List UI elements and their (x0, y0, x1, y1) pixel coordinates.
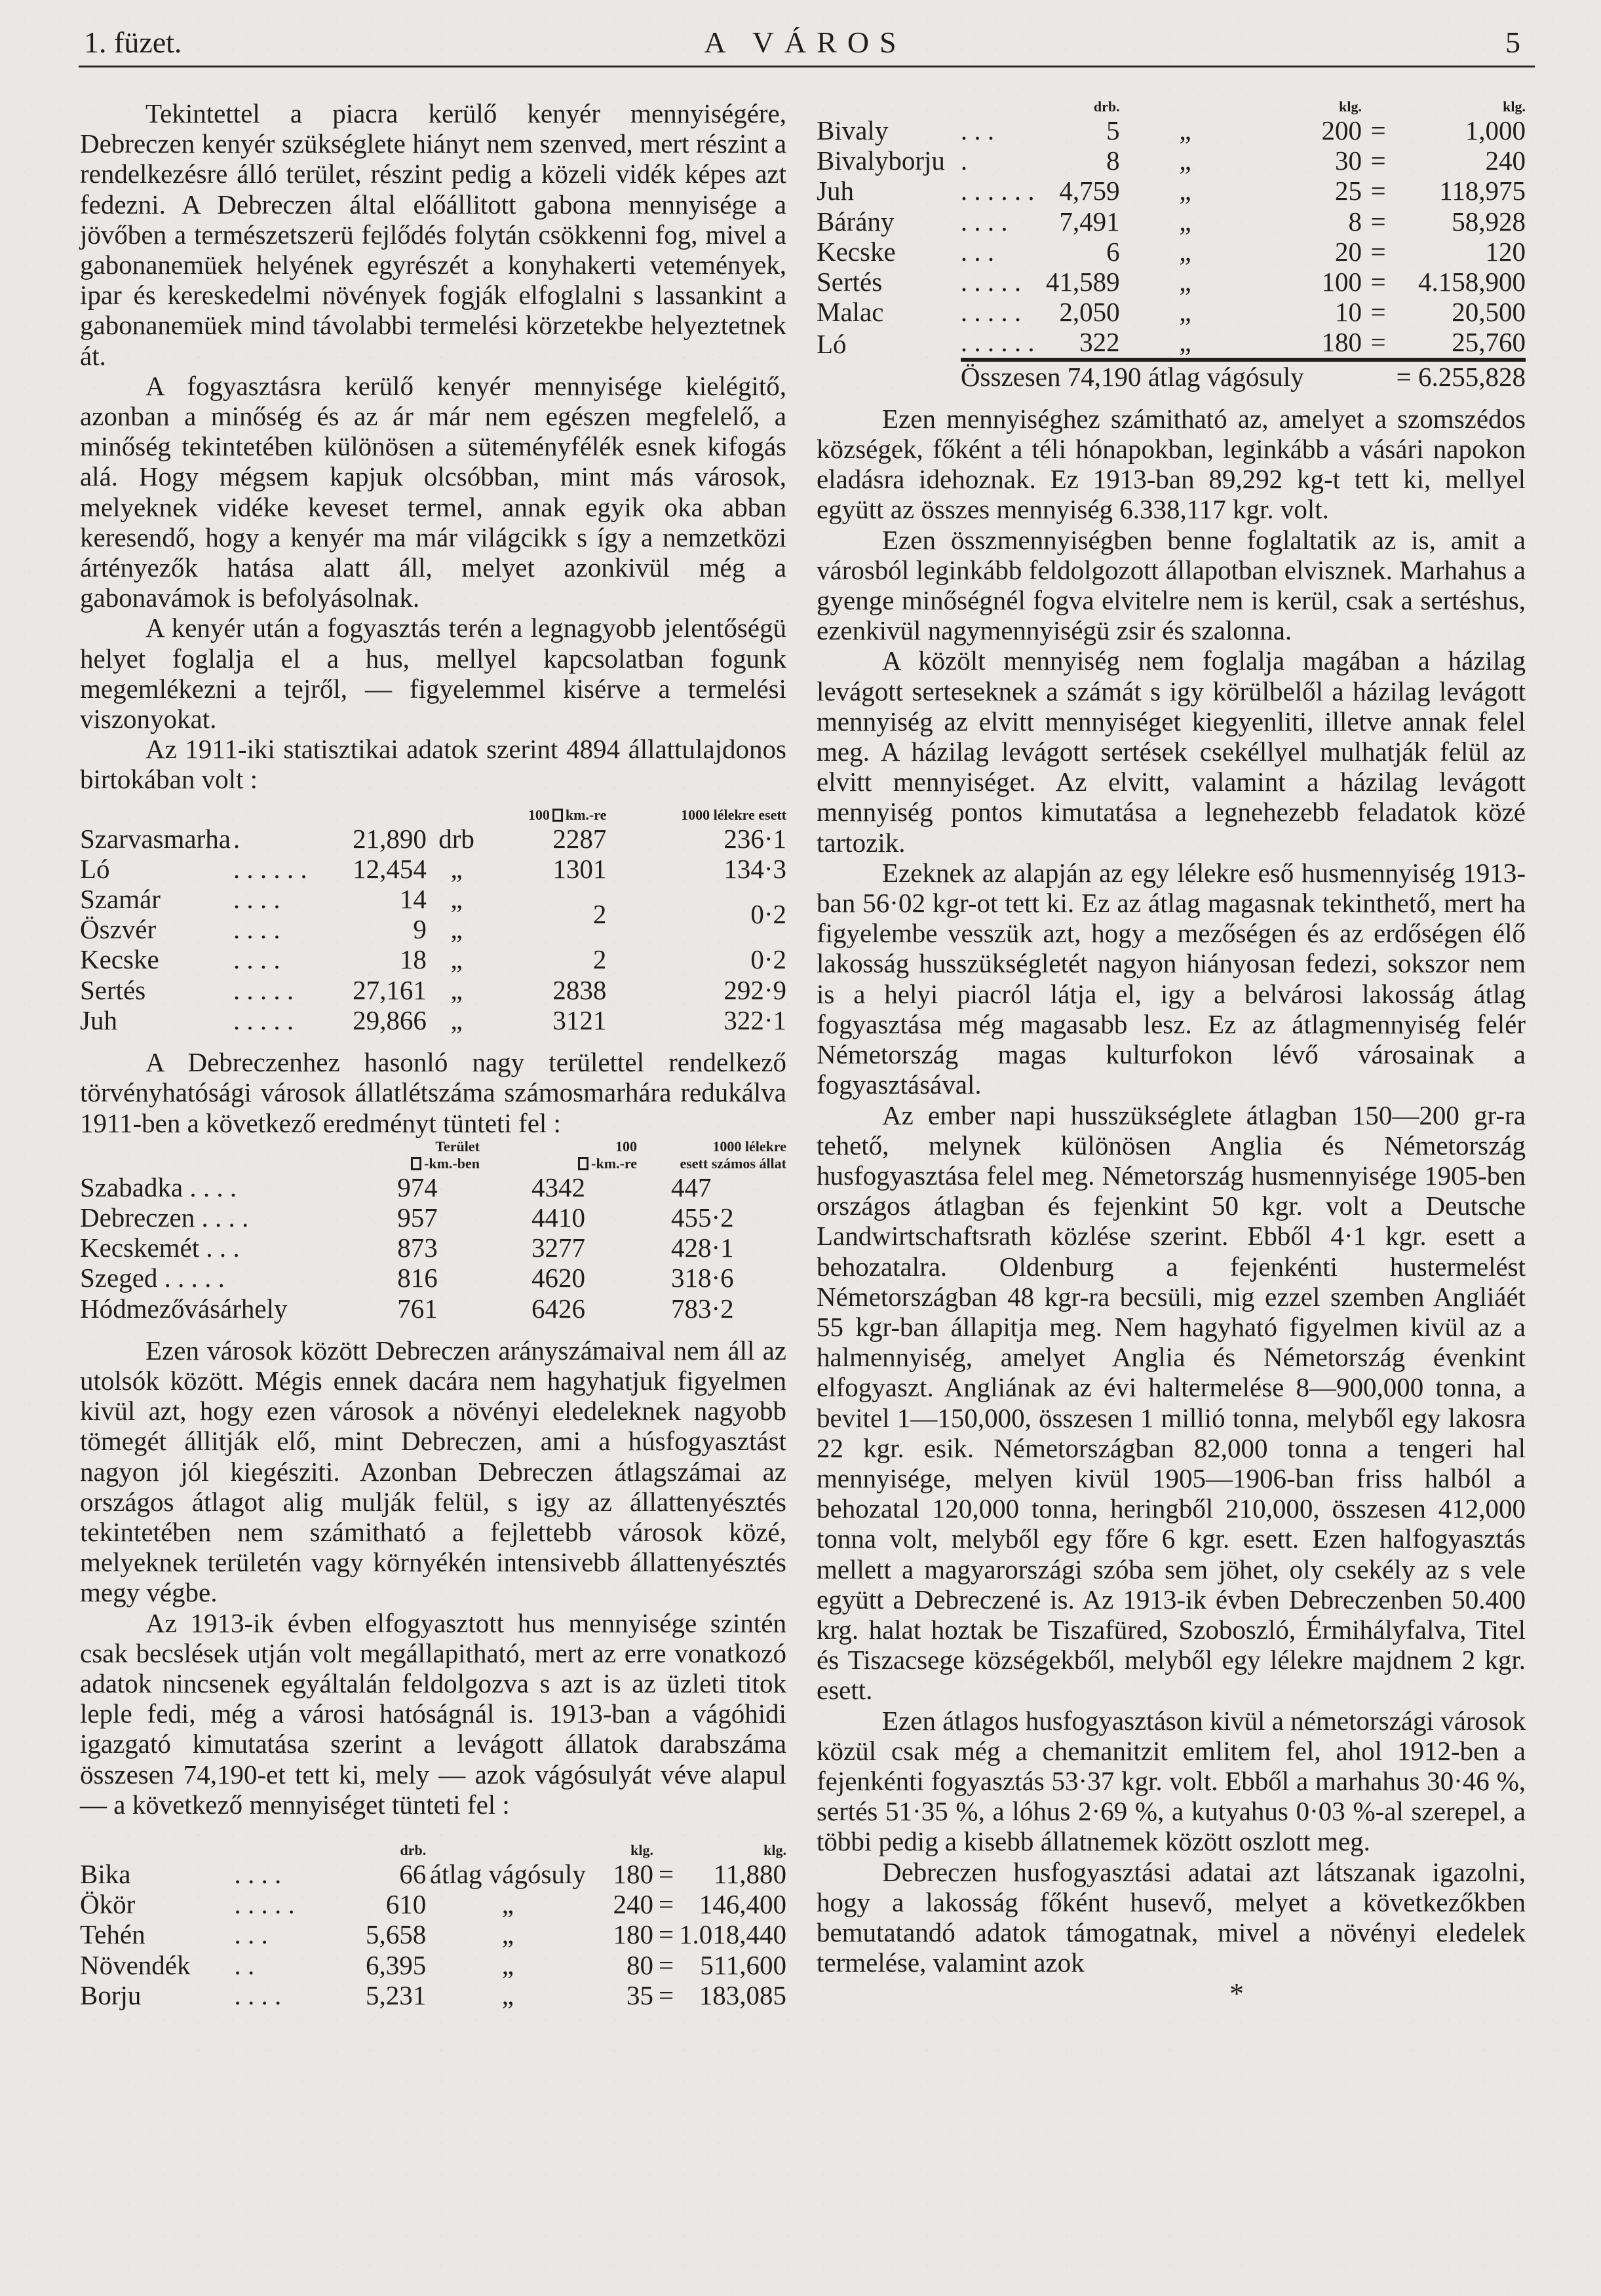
table-row: Juh . . . . . . 4,759 „ 25 = 118,975 (817, 176, 1526, 206)
table-row: Szeged . . . . . 816 4620 318·6 (80, 1263, 734, 1293)
table-header-row: -km.-ben -km.-re esett számos állat (80, 1155, 786, 1172)
table-row: Növendék . . 6,395 „ 80 = 511,600 (80, 1949, 786, 1980)
asterisk-icon: * (1229, 1978, 1244, 2010)
table-header-row: drb. klg. klg. (400, 1841, 786, 1858)
paragraph: Ezeknek az alapján az egy lélekre eső husmennyiség 1913-ban 56·02 kgr-ot tett ki. Ez az átlag magasnak tekinthető, mert ha figyelembe vesszük azt, hogy a mezőségen és az erdőségen élő lakosság husszükségletét nagyon hiányosan fedezi, sokszor nem is a helyi piacról látja el, igy a belvárosi lakosság átlag fogyasztása még magasabb lesz. Ez az átlagmennyiség felér Németország magas kulturfokon lévő városainak a fogyasztásával. (817, 857, 1526, 1100)
table-row: Kecskemét . . . 873 3277 428·1 (80, 1233, 734, 1263)
paragraph: A közölt mennyiség nem foglalja magában a házilag levágott serteseknek a számát s igy körülbelől a házilag levágott mennyiség az elvitt mennyiséget kiegyenliti, illetve annak felel meg. A házilag levágott sertések csekéllyel mulhatják felül az elvitt mennyiséget. Az elvitt, valamint a házilag levágott mennyiség pontos kimutatása a legnehezebb feladatok közé tartozik. (817, 645, 1526, 858)
table-row: Kecske . . . 6 „ 20 = 120 (817, 236, 1526, 267)
table-header-row: drb. klg. klg. (1093, 98, 1526, 115)
paragraph: Tekintettel a piacra kerülő kenyér mennyiségére, Debreczen kenyér szükséglete hiányt nem szenved, mert részint a rendelkezésre álló terület, részint pedig a közeli vidék képes azt fedezni. A Debreczen által előállitott gabona mennyisége a jövőben a természetszerü fejlődés folytán csökkenni fog, mivel a gabonanemüek helyének egyrészét a konyhakerti vetemények, ipar és kereskedelmi növények fogják elfoglalni s lassankint a gabonanemüek mind távolabbi termelési körzetekbe helyeztetnek át. (80, 98, 786, 371)
page-number: 5 (1505, 26, 1520, 59)
square-symbol-icon (411, 1157, 421, 1170)
table-row: Kecske . . . . 18 „ 2 0·2 (80, 944, 786, 975)
table-row: Juh . . . . . 29,866 „ 3121 322·1 (80, 1004, 786, 1035)
table-row: Bivaly . . . 5 „ 200 = 1,000 (817, 115, 1526, 145)
issue-label: 1. füzet. (84, 26, 182, 59)
slaughter-table-other (817, 98, 1526, 392)
table-row: Szarvasmarha . 21,890 drb 2287 236·1 (80, 823, 786, 854)
table-total-row (817, 360, 1526, 392)
paragraph: Ezen átlagos husfogyasztáson kivül a németországi városok közül csak még a chemanitzit emlitem fel, ahol 1912-ben a fejenkénti fogyasztás 53·37 kgr. volt. Ebből a marhahus 30·46 %, sertés 51·35 %, a lóhus 2·69 %, a kutyahus 0·03 %-al szerepel, a többi pedig a kisebb állatnemek között oszlott meg. (817, 1705, 1526, 1857)
paragraph: Debreczen husfogyasztási adatai azt látszanak igazolni, hogy a lakosság főként husevő, melyet a következőkben bemutatandó adatok támogatnak, mivel a növényi eledelek termelése, valamint azok (817, 1856, 1526, 1978)
paragraph: Ezen összmennyiségben benne foglaltatik az is, amit a városból leginkább feldolgozott állapotban elvisznek. Marhahus a gyenge minőségnél fogva elvitelre nem is kerül, csak a sertéshus, ezenkivül nagymennyiségü zsir és szalonna. (817, 524, 1526, 646)
square-symbol-icon (578, 1157, 588, 1170)
total-value: = 6.255,828 (1395, 360, 1526, 392)
table-row: Sertés . . . . . 41,589 „ 100 = 4.158,900 (817, 267, 1526, 297)
table-row: Tehén . . . 5,658 „ 180 = 1.018,440 (80, 1919, 786, 1950)
table-row: Sertés . . . . . 27,161 „ 2838 292·9 (80, 974, 786, 1005)
livestock-owners-table (80, 807, 786, 1035)
table-row: Hódmezővásárhely 761 6426 783·2 (80, 1293, 734, 1324)
journal-title: A VÁROS (704, 26, 907, 59)
col-header-density: 100 (615, 1138, 637, 1155)
cities-livestock-table (80, 1138, 786, 1324)
table-header-row (80, 1138, 786, 1155)
paragraph: Az 1913-ik évben elfogyasztott hus mennyisége szintén csak becslések utján volt megállapitható, mert az erre vonatkozó adatok nincsenek egyáltalán feldolgozva s azt is az üzleti titok leple fedi, még a városi hatóságnál is. 1913-ban a vágóhidi igazgató kimutatása szerint a levágott állatok darabszáma összesen 74,190-et tett ki, mely — azok vágósulyát véve alapul — a következő mennyiséget tünteti fel : (80, 1607, 786, 1820)
table-row: Öszvér . . . . 9 „ (80, 914, 463, 945)
table-row: Borju . . . . 5,231 „ 35 = 183,085 (80, 1980, 786, 2010)
table-row: Szabadka . . . . 974 4342 447 (80, 1172, 712, 1202)
paragraph: A fogyasztásra kerülő kenyér mennyisége kielégitő, azonban a minőség és az ár már nem egészen megfelelő, a minőség tekintetében különösen a süteményfélék esnek kifogás alá. Hogy mégsem kapjuk olcsóbban, mint más városok, melyeknek vidéke keveset termel, annak egyik oka abban keresendő, hogy a kenyér ma már világcikk s így a nemzetközi ártényezők hatása alatt áll, melyet azonkivül még a gabonavámok is befolyásolnak. (80, 370, 786, 613)
table-row: Bárány . . . . 7,491 „ 8 = 58,928 (817, 206, 1526, 237)
col-header-per-1000: 1000 lélekre esett (681, 806, 786, 823)
paragraph: Ezen mennyiséghez számitható az, amelyet a szomszédos községek, főként a téli hónapokban, leginkább a vásári napokon eladásra idehoznak. Ez 1913-ban 89,292 kg-t tett ki, mellyel együtt az összes mennyiség 6.338,117 kgr. volt. (817, 403, 1526, 525)
col-header-per-1000: 1000 lélekre (712, 1138, 786, 1155)
running-header (77, 25, 1533, 64)
table-row: Bika . . . . 66 átlag vágósuly 180 = 11,880 (80, 1858, 786, 1889)
paragraph: Ezen városok között Debreczen arányszámaival nem áll az utolsók között. Mégis ennek dacára nem hagyhatjuk figyelmen kivül azt, hogy ezen városok a növényi eledeleknek nagyobb tömegét állitják elő, mint Debreczen, ami a húsfogyasztást nagyon jól kiegésziti. Azonban Debreczen átlagszámai az országos átlagot alig mulják felül, s igy az állattenyésztés tekintetében nem számitható a fejlettebb városok közé, melyeknek területén vagy környékén intensivebb állattenyésztés megy végbe. (80, 1335, 786, 1608)
right-column (817, 98, 1526, 2010)
col-header-per-area: 100 km.-re (528, 806, 607, 823)
slaughter-table-cattle (80, 1842, 786, 2010)
table-row: Ökör . . . . . 610 „ 240 = 146,400 (80, 1889, 786, 1920)
table-row: Szamár . . . . 14 „ 2 0·2 (80, 884, 786, 930)
left-column (80, 98, 786, 2010)
square-symbol-icon (552, 809, 563, 822)
table-row: Ló . . . . . . 322 „ 180 = 25,760 (817, 327, 1526, 360)
paragraph: A kenyér után a fogyasztás terén a legnagyobb jelentőségü helyet foglalja el a hus, mellyel kapcsolatban fogunk megemlékezni a tejről, — figyelemmel kisérve a termelési viszonyokat. (80, 613, 786, 735)
paragraph: Az 1911-iki statisztikai adatok szerint 4894 állattulajdonos birtokában volt : (80, 734, 786, 795)
header-rule (79, 66, 1535, 67)
table-row: Bivalyborju . 8 „ 30 = 240 (817, 145, 1526, 176)
table-row: Ló . . . . . . 12,454 „ 1301 134·3 (80, 853, 786, 884)
col-header-area: Terület (435, 1138, 480, 1155)
table-row: Malac . . . . . 2,050 „ 10 = 20,500 (817, 297, 1526, 328)
paragraph: A Debreczenhez hasonló nagy területtel rendelkező törvényhatósági városok állatlétszáma számosmarhára redukálva 1911-ben a következő eredményt tünteti fel : (80, 1047, 786, 1138)
table-header-row (80, 807, 786, 824)
paragraph: Az ember napi husszükséglete átlagban 150—200 gr-ra tehető, melynek különösen Anglia és Németország husfogyasztása felel meg. Németország husmennyisége 1905-ben országos átlagban és fejenkint 50 kgr. volt a Deutsche Landwirtschaftsrath közlése szerint. Ebből 4·1 kgr. esett a behozatalra. Oldenburg a fejenkénti hustermelést Németországban 48 kgr-ra becsüli, mig ezzel szemben Angliáét 55 kgr-ban állapitja meg. Nem hagyható figyelmen kivül az a halmennyiség, amelyet Anglia és Németország évenkint elfogyaszt. Angliának az évi haltermelése 8—900,000 tonna, a bevitel 1—150,000, összesen 1 millió tonna, melyből egy lakosra 22 kgr. esik. Németországban 82,000 tonna a tengeri hal mennyisége, melyen kivül 1905—1906-ban friss halból a behozatal 120,000 tonna, heringből 210,000, összesen 412,000 tonna volt, melyből egy főre 6 kgr. esett. Ezen halfogyasztás mellett a magyarországi szóba sem jöhet, oly csekély az s vele együtt a Debreczené is. Az 1913-ik évben Debreczenben 50.400 krg. halat hoztak be Tiszafüred, Szoboszló, Érmihályfalva, Titel és Tiszacsege községekből, melyből egy lélekre majdnem 2 kgr. esett. (817, 1100, 1526, 1706)
total-label: Összesen 74,190 átlag vágósuly (961, 360, 1395, 392)
table-row: Debreczen . . . . 957 4410 455·2 (80, 1202, 734, 1233)
